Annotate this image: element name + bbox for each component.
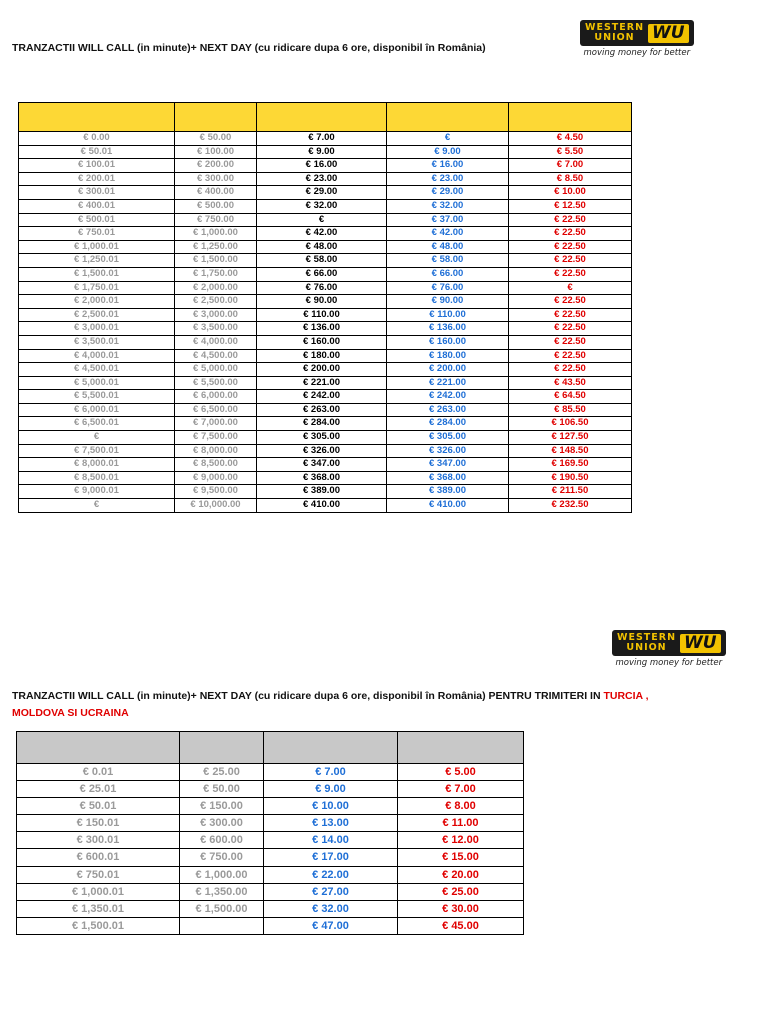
- fee-red-cell: € 106.50: [509, 417, 632, 431]
- amount-to-cell: € 9,000.00: [175, 471, 257, 485]
- amount-from-cell: € 1,500.01: [19, 267, 175, 281]
- fee-blue-cell: € 221.00: [387, 376, 509, 390]
- amount-from-cell: € 5,500.01: [19, 390, 175, 404]
- amount-from-cell: € 1,000.01: [19, 240, 175, 254]
- fee-cell: € 16.00: [257, 159, 387, 173]
- table-row: [19, 403, 632, 417]
- table-row: [19, 145, 632, 159]
- table-row: [19, 295, 632, 309]
- table1-header-cell: [257, 103, 387, 132]
- table2-header-row: [17, 732, 524, 764]
- fee-blue-cell: € 389.00: [387, 485, 509, 499]
- table-row: [19, 308, 632, 322]
- amount-to-cell: € 4,000.00: [175, 335, 257, 349]
- fee-red-cell: € 22.50: [509, 308, 632, 322]
- fee-cell: € 389.00: [257, 485, 387, 499]
- table-row: [17, 883, 524, 900]
- table-row: [19, 417, 632, 431]
- table1-header-row: [19, 103, 632, 132]
- fee-blue-cell: € 27.00: [264, 883, 398, 900]
- amount-to-cell: € 6,000.00: [175, 390, 257, 404]
- table-row: [19, 335, 632, 349]
- fee-blue-cell: € 180.00: [387, 349, 509, 363]
- fee-red-cell: € 22.50: [509, 363, 632, 377]
- fee-blue-cell: € 368.00: [387, 471, 509, 485]
- fee-cell: € 136.00: [257, 322, 387, 336]
- fee-red-cell: € 7.00: [509, 159, 632, 173]
- fee-red-cell: € 22.50: [509, 267, 632, 281]
- amount-from-cell: € 1,000.01: [17, 883, 180, 900]
- amount-from-cell: € 8,500.01: [19, 471, 175, 485]
- western-union-logo-2: [612, 630, 726, 668]
- fee-red-cell: € 4.50: [509, 132, 632, 146]
- fee-red-cell: € 8.00: [398, 798, 524, 815]
- fee-red-cell: €: [509, 281, 632, 295]
- amount-to-cell: € 10,000.00: [175, 499, 257, 513]
- fee-red-cell: € 22.50: [509, 295, 632, 309]
- fee-cell: € 66.00: [257, 267, 387, 281]
- amount-from-cell: € 6,000.01: [19, 403, 175, 417]
- table-row: [17, 764, 524, 781]
- fee-blue-cell: € 410.00: [387, 499, 509, 513]
- table-row: [17, 917, 524, 934]
- table-row: [19, 172, 632, 186]
- fee-red-cell: € 22.50: [509, 335, 632, 349]
- amount-from-cell: € 5,000.01: [19, 376, 175, 390]
- table-row: [19, 213, 632, 227]
- amount-from-cell: € 750.01: [17, 866, 180, 883]
- table-row: [19, 390, 632, 404]
- fee-blue-cell: € 16.00: [387, 159, 509, 173]
- fee-red-cell: € 22.50: [509, 213, 632, 227]
- logo-tagline: moving money for better: [615, 658, 723, 668]
- amount-from-cell: € 4,000.01: [19, 349, 175, 363]
- amount-to-cell: € 5,500.00: [175, 376, 257, 390]
- amount-to-cell: € 50.00: [175, 132, 257, 146]
- logo-wu-mark: WU: [680, 634, 721, 653]
- fee-cell: € 284.00: [257, 417, 387, 431]
- fee-red-cell: € 5.00: [398, 764, 524, 781]
- amount-from-cell: € 2,500.01: [19, 308, 175, 322]
- fee-blue-cell: €: [387, 132, 509, 146]
- table-row: [17, 866, 524, 883]
- table-row: [19, 431, 632, 445]
- table-row: [19, 186, 632, 200]
- fee-red-cell: € 11.00: [398, 815, 524, 832]
- table-row: [19, 376, 632, 390]
- table1-header-cell: [387, 103, 509, 132]
- fee-blue-cell: € 9.00: [387, 145, 509, 159]
- amount-to-cell: € 25.00: [180, 764, 264, 781]
- fee-blue-cell: € 110.00: [387, 308, 509, 322]
- section2-title: [12, 688, 652, 722]
- amount-from-cell: € 3,000.01: [19, 322, 175, 336]
- fee-cell: € 110.00: [257, 308, 387, 322]
- fee-red-cell: € 211.50: [509, 485, 632, 499]
- amount-from-cell: € 4,500.01: [19, 363, 175, 377]
- amount-to-cell: € 1,500.00: [180, 900, 264, 917]
- section2-title-main: TRANZACTII WILL CALL (in minute)+ NEXT DAY (cu ridicare dupa 6 ore, disponibil în România) PENTRU TRIMITERI IN: [12, 690, 604, 702]
- fee-red-cell: € 10.00: [509, 186, 632, 200]
- fee-cell: € 58.00: [257, 254, 387, 268]
- amount-to-cell: € 8,000.00: [175, 444, 257, 458]
- fee-red-cell: € 232.50: [509, 499, 632, 513]
- fee-blue-cell: € 14.00: [264, 832, 398, 849]
- amount-to-cell: € 3,500.00: [175, 322, 257, 336]
- amount-from-cell: €: [19, 499, 175, 513]
- amount-from-cell: €: [19, 431, 175, 445]
- table-row: [19, 132, 632, 146]
- table-row: [19, 485, 632, 499]
- amount-from-cell: € 200.01: [19, 172, 175, 186]
- amount-to-cell: [180, 917, 264, 934]
- fee-cell: € 160.00: [257, 335, 387, 349]
- fee-red-cell: € 5.50: [509, 145, 632, 159]
- fee-blue-cell: € 305.00: [387, 431, 509, 445]
- fee-table-2: [16, 731, 524, 935]
- table2-header-cell: [398, 732, 524, 764]
- fee-blue-cell: € 42.00: [387, 227, 509, 241]
- table-row: [17, 849, 524, 866]
- logo-words: [617, 633, 676, 653]
- table1-header-cell: [19, 103, 175, 132]
- amount-to-cell: € 400.00: [175, 186, 257, 200]
- amount-to-cell: € 1,750.00: [175, 267, 257, 281]
- fee-blue-cell: € 242.00: [387, 390, 509, 404]
- table-row: [19, 254, 632, 268]
- fee-blue-cell: € 32.00: [264, 900, 398, 917]
- table2-header-cell: [264, 732, 398, 764]
- fee-red-cell: € 22.50: [509, 349, 632, 363]
- fee-red-cell: € 15.00: [398, 849, 524, 866]
- amount-to-cell: € 4,500.00: [175, 349, 257, 363]
- fee-blue-cell: € 22.00: [264, 866, 398, 883]
- amount-to-cell: € 1,000.00: [180, 866, 264, 883]
- section2-title-country-1: TURCIA ,: [603, 690, 649, 702]
- logo-word-union: UNION: [626, 642, 667, 653]
- amount-to-cell: € 9,500.00: [175, 485, 257, 499]
- fee-red-cell: € 7.00: [398, 781, 524, 798]
- fee-blue-cell: € 48.00: [387, 240, 509, 254]
- amount-from-cell: € 0.00: [19, 132, 175, 146]
- table2-header-cell: [180, 732, 264, 764]
- amount-to-cell: € 2,500.00: [175, 295, 257, 309]
- fee-red-cell: € 22.50: [509, 254, 632, 268]
- amount-from-cell: € 600.01: [17, 849, 180, 866]
- fee-blue-cell: € 90.00: [387, 295, 509, 309]
- fee-blue-cell: € 66.00: [387, 267, 509, 281]
- amount-to-cell: € 5,000.00: [175, 363, 257, 377]
- logo-word-union: UNION: [594, 32, 635, 43]
- fee-blue-cell: € 37.00: [387, 213, 509, 227]
- fee-cell: €: [257, 213, 387, 227]
- fee-cell: € 32.00: [257, 199, 387, 213]
- amount-to-cell: € 2,000.00: [175, 281, 257, 295]
- table-row: [17, 832, 524, 849]
- amount-from-cell: € 2,000.01: [19, 295, 175, 309]
- amount-from-cell: € 1,250.01: [19, 254, 175, 268]
- table-row: [17, 900, 524, 917]
- table-row: [19, 349, 632, 363]
- fee-table-1: [18, 102, 632, 513]
- logo-wu-mark: WU: [648, 24, 689, 43]
- fee-cell: € 326.00: [257, 444, 387, 458]
- fee-red-cell: € 22.50: [509, 322, 632, 336]
- amount-from-cell: € 1,500.01: [17, 917, 180, 934]
- table-row: [19, 458, 632, 472]
- table-row: [19, 363, 632, 377]
- fee-cell: € 42.00: [257, 227, 387, 241]
- table-row: [19, 267, 632, 281]
- amount-to-cell: € 1,250.00: [175, 240, 257, 254]
- fee-cell: € 180.00: [257, 349, 387, 363]
- amount-from-cell: € 400.01: [19, 199, 175, 213]
- fee-cell: € 9.00: [257, 145, 387, 159]
- fee-blue-cell: € 160.00: [387, 335, 509, 349]
- amount-from-cell: € 100.01: [19, 159, 175, 173]
- table-row: [19, 281, 632, 295]
- fee-red-cell: € 25.00: [398, 883, 524, 900]
- fee-blue-cell: € 32.00: [387, 199, 509, 213]
- logo-word-western: WESTERN: [585, 22, 645, 33]
- table-row: [19, 322, 632, 336]
- fee-red-cell: € 148.50: [509, 444, 632, 458]
- fee-blue-cell: € 200.00: [387, 363, 509, 377]
- logo-box: [612, 630, 726, 656]
- amount-to-cell: € 500.00: [175, 199, 257, 213]
- fee-red-cell: € 12.50: [509, 199, 632, 213]
- table1-body: [19, 132, 632, 513]
- fee-cell: € 305.00: [257, 431, 387, 445]
- amount-to-cell: € 750.00: [175, 213, 257, 227]
- table-row: [19, 199, 632, 213]
- amount-from-cell: € 1,750.01: [19, 281, 175, 295]
- fee-red-cell: € 64.50: [509, 390, 632, 404]
- table-row: [19, 444, 632, 458]
- fee-blue-cell: € 263.00: [387, 403, 509, 417]
- amount-to-cell: € 1,500.00: [175, 254, 257, 268]
- fee-cell: € 221.00: [257, 376, 387, 390]
- fee-cell: € 368.00: [257, 471, 387, 485]
- table-row: [17, 781, 524, 798]
- fee-blue-cell: € 76.00: [387, 281, 509, 295]
- fee-cell: € 7.00: [257, 132, 387, 146]
- fee-red-cell: € 85.50: [509, 403, 632, 417]
- amount-from-cell: € 3,500.01: [19, 335, 175, 349]
- amount-from-cell: € 750.01: [19, 227, 175, 241]
- fee-red-cell: € 20.00: [398, 866, 524, 883]
- table-row: [19, 471, 632, 485]
- fee-cell: € 200.00: [257, 363, 387, 377]
- fee-blue-cell: € 136.00: [387, 322, 509, 336]
- amount-to-cell: € 1,000.00: [175, 227, 257, 241]
- amount-to-cell: € 8,500.00: [175, 458, 257, 472]
- fee-blue-cell: € 10.00: [264, 798, 398, 815]
- table-row: [19, 240, 632, 254]
- amount-to-cell: € 750.00: [180, 849, 264, 866]
- fee-red-cell: € 127.50: [509, 431, 632, 445]
- western-union-logo: [580, 20, 694, 58]
- fee-red-cell: € 30.00: [398, 900, 524, 917]
- fee-blue-cell: € 7.00: [264, 764, 398, 781]
- amount-from-cell: € 7,500.01: [19, 444, 175, 458]
- amount-from-cell: € 0.01: [17, 764, 180, 781]
- fee-red-cell: € 22.50: [509, 227, 632, 241]
- amount-from-cell: € 300.01: [17, 832, 180, 849]
- amount-to-cell: € 3,000.00: [175, 308, 257, 322]
- table-row: [19, 227, 632, 241]
- table2-header-cell: [17, 732, 180, 764]
- fee-cell: € 410.00: [257, 499, 387, 513]
- amount-to-cell: € 7,000.00: [175, 417, 257, 431]
- fee-red-cell: € 43.50: [509, 376, 632, 390]
- amount-to-cell: € 1,350.00: [180, 883, 264, 900]
- fee-blue-cell: € 284.00: [387, 417, 509, 431]
- section2-title-country-2: MOLDOVA SI UCRAINA: [12, 707, 129, 719]
- fee-cell: € 242.00: [257, 390, 387, 404]
- fee-red-cell: € 190.50: [509, 471, 632, 485]
- amount-from-cell: € 50.01: [19, 145, 175, 159]
- table-row: [17, 798, 524, 815]
- logo-word-western: WESTERN: [617, 632, 677, 643]
- fee-blue-cell: € 29.00: [387, 186, 509, 200]
- amount-to-cell: € 600.00: [180, 832, 264, 849]
- amount-from-cell: € 500.01: [19, 213, 175, 227]
- fee-red-cell: € 12.00: [398, 832, 524, 849]
- table1-header-cell: [175, 103, 257, 132]
- fee-cell: € 29.00: [257, 186, 387, 200]
- logo-words: [585, 23, 644, 43]
- table2-body: [17, 764, 524, 935]
- amount-from-cell: € 25.01: [17, 781, 180, 798]
- amount-to-cell: € 100.00: [175, 145, 257, 159]
- fee-cell: € 90.00: [257, 295, 387, 309]
- amount-from-cell: € 9,000.01: [19, 485, 175, 499]
- fee-blue-cell: € 58.00: [387, 254, 509, 268]
- fee-red-cell: € 45.00: [398, 917, 524, 934]
- section1-title: TRANZACTII WILL CALL (in minute)+ NEXT DAY (cu ridicare dupa 6 ore, disponibil în România): [12, 42, 486, 54]
- amount-from-cell: € 300.01: [19, 186, 175, 200]
- amount-to-cell: € 50.00: [180, 781, 264, 798]
- fee-cell: € 263.00: [257, 403, 387, 417]
- fee-red-cell: € 22.50: [509, 240, 632, 254]
- amount-from-cell: € 6,500.01: [19, 417, 175, 431]
- fee-blue-cell: € 9.00: [264, 781, 398, 798]
- amount-from-cell: € 150.01: [17, 815, 180, 832]
- fee-cell: € 347.00: [257, 458, 387, 472]
- fee-blue-cell: € 47.00: [264, 917, 398, 934]
- fee-red-cell: € 169.50: [509, 458, 632, 472]
- fee-cell: € 48.00: [257, 240, 387, 254]
- amount-to-cell: € 6,500.00: [175, 403, 257, 417]
- amount-from-cell: € 8,000.01: [19, 458, 175, 472]
- table-row: [19, 499, 632, 513]
- fee-blue-cell: € 17.00: [264, 849, 398, 866]
- fee-blue-cell: € 13.00: [264, 815, 398, 832]
- amount-from-cell: € 1,350.01: [17, 900, 180, 917]
- logo-tagline: moving money for better: [583, 48, 691, 58]
- amount-to-cell: € 150.00: [180, 798, 264, 815]
- amount-to-cell: € 7,500.00: [175, 431, 257, 445]
- fee-blue-cell: € 23.00: [387, 172, 509, 186]
- table1-header-cell: [509, 103, 632, 132]
- amount-to-cell: € 300.00: [175, 172, 257, 186]
- table-row: [17, 815, 524, 832]
- logo-box: [580, 20, 694, 46]
- table-row: [19, 159, 632, 173]
- fee-blue-cell: € 326.00: [387, 444, 509, 458]
- amount-to-cell: € 300.00: [180, 815, 264, 832]
- fee-blue-cell: € 347.00: [387, 458, 509, 472]
- fee-cell: € 23.00: [257, 172, 387, 186]
- fee-cell: € 76.00: [257, 281, 387, 295]
- fee-red-cell: € 8.50: [509, 172, 632, 186]
- amount-from-cell: € 50.01: [17, 798, 180, 815]
- amount-to-cell: € 200.00: [175, 159, 257, 173]
